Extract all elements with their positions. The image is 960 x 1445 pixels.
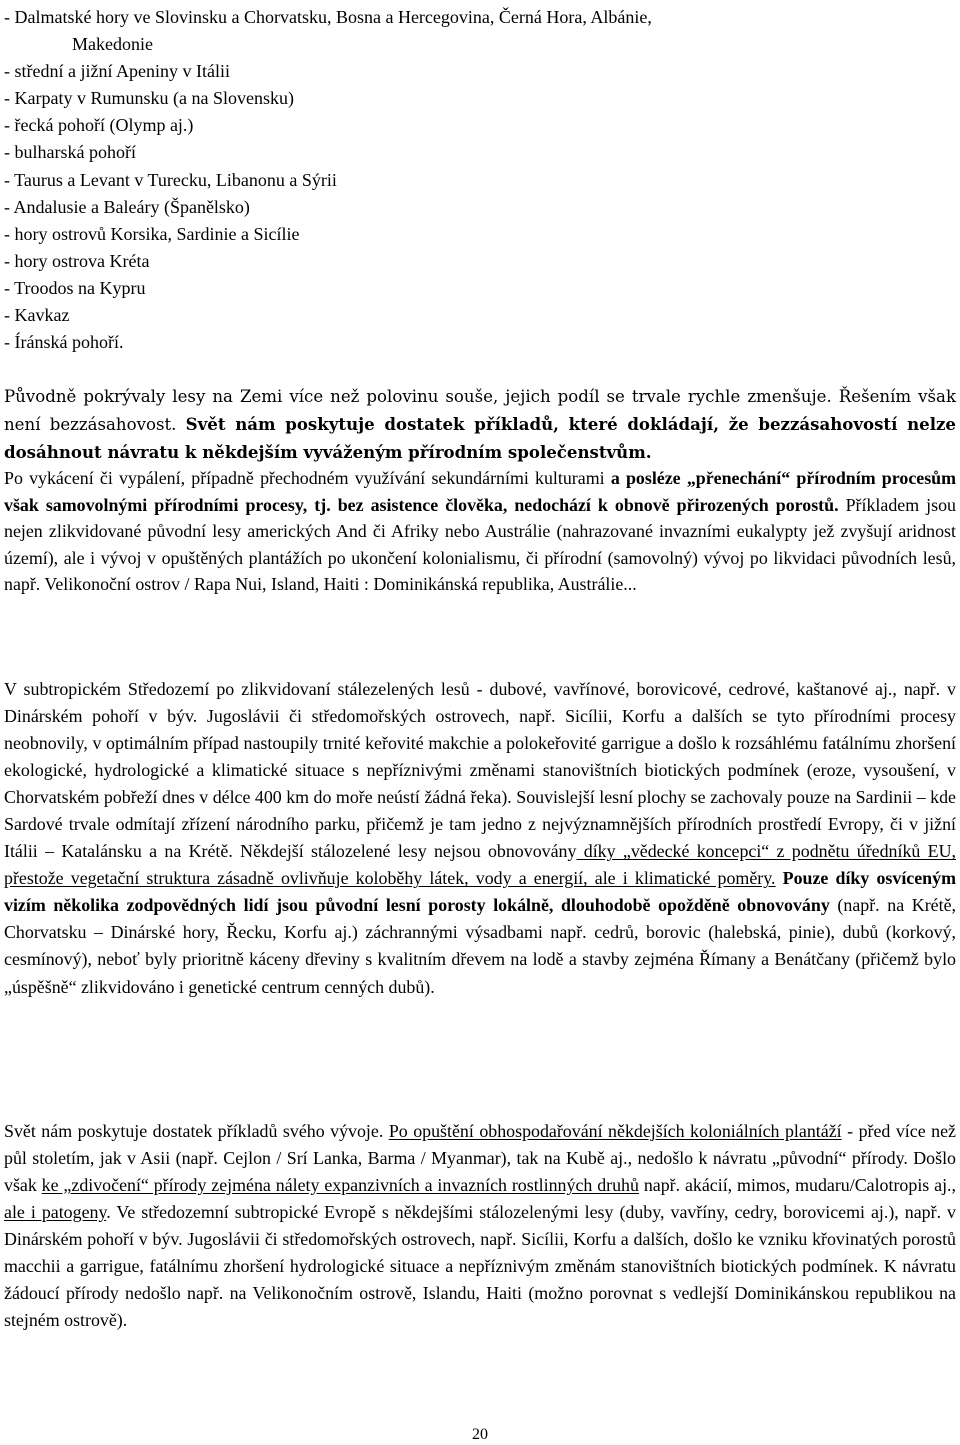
mountain-regions-list (4, 4, 652, 356)
list-item: - Troodos na Kypru (4, 277, 146, 298)
list-item: - Andalusie a Baleáry (Španělsko) (4, 196, 250, 217)
paragraph-text: . Ve středozemní subtropické Evropě s někdejšími stálozelenými lesy (duby, vavříny, cedry, borovicemi aj.), např. v Dinárském pohoří v býv. Jugoslávii či středomořských ostrovech, např. Sicílii, Korfu a dalších, došlo ke vzniku křovinatých porostů macchii a garrigue, fatálnímu zhoršení hydrologické situace a nepříznivým změnám stanovištních biotických podmínek. K návratu žádoucí přírody nedošlo např. na Velikonočním ostrově, Islandu, Haiti (možno porovnat s vedlejší Dominikánskou republikou na stejném ostrově). (4, 1201, 956, 1330)
list-item: - řecká pohoří (Olymp aj.) (4, 115, 194, 136)
paragraph-text: (např. na Krétě, Chorvatsku – Dinárské hory, Řecku, Korfu aj.) záchrannými výsadbami např. cedrů, borovic (halebská, pinie), dubů (korkový, cesmínový), neboť byly prioritně káceny dřeviny s kvalitním dřevem na lodě a stavby zejména Římany a Benátčany (přičemž bylo „úspěšně“ zlikvidováno i genetické centrum cenných dubů). (4, 895, 956, 997)
underlined-text: díky „vědecké koncepci“ z podnětu úředníků EU, přestože vegetační struktura zásadně ovlivňuje koloběhy látek, vody a energií, ale i klimatické poměry. (4, 841, 956, 889)
list-item-text: - Dalmatské hory ve Slovinsku a Chorvatsku, Bosna a Hercegovina, Černá Hora, Albánie, (4, 7, 652, 27)
list-item-continuation: Makedonie (72, 34, 153, 55)
underlined-text: ale i patogeny (4, 1201, 107, 1222)
paragraph-forest-decline (4, 384, 956, 466)
list-item: - Kavkaz (4, 305, 70, 326)
paragraph-text: Původně pokrývaly lesy na Zemi více než polovinu souše, jejich podíl se trvale rychle zmenšuje. Řešením však není bezzásahovost. (4, 387, 956, 434)
paragraph-text: Po vykácení či vypálení, případně přechodném využívání sekundárními kulturami (4, 468, 605, 488)
paragraph-text (776, 868, 783, 888)
list-item: - Taurus a Levant v Turecku, Libanonu a Sýrii (4, 169, 337, 190)
paragraph-text: Svět nám poskytuje dostatek příkladů svého vývoje. (4, 1121, 389, 1141)
paragraph-bold-text: Svět nám poskytuje dostatek příkladů, které dokládají, že bezzásahovostí nelze dosáhnout návratu k někdejším vyváženým přírodním společenstvům. (4, 413, 956, 462)
paragraph-bold-text: Pouze díky osvíceným vizím několika zodpovědných lidí jsou původní lesní porosty lokálně, dlouhodobě opožděně obnovovány (4, 868, 956, 916)
list-item: - Íránská pohoří. (4, 332, 124, 353)
underlined-text: Po opuštění obhospodařování někdejších koloniálních plantáží (388, 1121, 842, 1141)
paragraph-colonial-plantations (4, 1118, 956, 1334)
paragraph-text: např. akácií, mimos, mudaru/Calotropis aj., (638, 1174, 956, 1195)
paragraph-text: - před více než půl stoletím, jak v Asii (např. Cejlon / Srí Lanka, Barma / Myanmar), tak na Kubě aj., nedošlo k návratu „původní“ přírody. Došlo však (4, 1121, 956, 1195)
paragraph-bold-text: a posléze „přenechání“ přírodním procesům však samovolnými přírodními procesy, tj. (4, 468, 957, 515)
page-number: 20 (472, 1426, 488, 1443)
list-item: - Karpaty v Rumunsku (a na Slovensku) (4, 88, 294, 109)
underlined-text: ke „zdivočení“ přírody zejména nálety expanzivních a invazních rostlinných druhů (41, 1174, 639, 1195)
paragraph-bold-text: bez asistence člověka, nedochází k obnově přirozených porostů. (337, 494, 839, 515)
list-item: - hory ostrova Kréta (4, 250, 150, 271)
list-item: - bulharská pohoří (4, 142, 136, 163)
paragraph-text: Příkladem jsou nejen zlikvidované původní lesy amerických And či Afriky nebo Austrálie (nahrazované invazními eukalypty jež zvyšují aridnost území), ale i vývoj v opuštěných plantážích po ukončení kolonialismu, či přírodní (samovolný) vývoj po likvidaci původních lesů, např. Velikonoční ostrov / Rapa Nui, Island, Haiti : Dominikánská republika, Austrálie... (4, 494, 956, 595)
list-item: - střední a jižní Apeniny v Itálii (4, 61, 230, 82)
paragraph-mediterranean (4, 676, 956, 1001)
list-item: - hory ostrovů Korsika, Sardinie a Sicílie (4, 223, 300, 244)
paragraph-natural-processes (4, 465, 956, 598)
list-item (4, 4, 652, 58)
paragraph-text: V subtropickém Středozemí po zlikvidovaní stálezelených lesů - dubové, vavřínové, borovicové, cedrové, kaštanové aj., např. v Dinárském pohoří v býv. Jugoslávii či středomořských ostrovech, např. Sicílii, Korfu a dalších se tyto přírodními procesy neobnovily, v optimálním případ nastoupily trnité keřovité makchie a polokeřovité garrigue a došlo k rozsáhlému fatálnímu zhoršení ekologické, hydrologické a klimatické situace s nepříznivými změnami stanovištních biotických podmínek (eroze, vysoušení, v Chorvatském pobřeží dnes v délce 400 km do moře neústí žádná řeka). Souvislejší lesní plochy se zachovaly pouze na Sardinii – kde Sardové trvale odmítají zřízení národního parku, přičemž je tam jedno z nejvýznamnějších přírodních prostředí Evropy, či v jižní Itálii – Katalánsku a na Krétě. Někdejší stálozelené lesy nejsou obnovovány (4, 679, 956, 862)
